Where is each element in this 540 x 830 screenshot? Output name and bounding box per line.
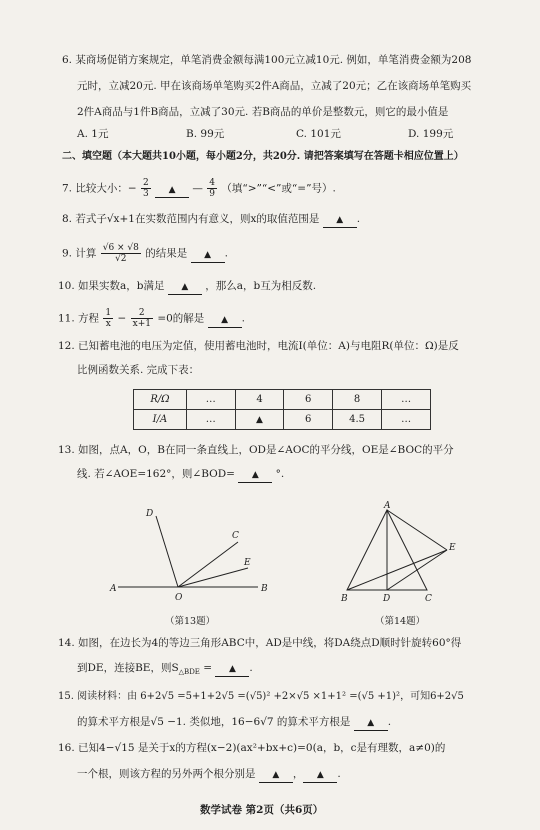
q13-line2 (77, 467, 284, 483)
q11-prefix: 11. 方程 (58, 312, 100, 325)
answer-mark: ▲ (221, 314, 229, 325)
label-a: A (110, 584, 117, 594)
q7-f2-num: 4 (209, 178, 215, 188)
label-c: C (425, 594, 432, 604)
q11-fraction-2 (131, 308, 153, 329)
table-cell: … (382, 390, 431, 410)
segment-ae (387, 510, 447, 550)
q7-fraction-1 (141, 178, 151, 199)
q15-line2-text: 的算术平方根是√5 −1. 类似地，16−6√7 的算术平方根是 (77, 716, 351, 728)
section-2-header: 二、填空题（本大题共10小题，每小题2分，共20分. 请把答案填写在答题卡相应位置上） (62, 151, 464, 162)
q14-answer-blank (215, 661, 249, 677)
label-e: E (244, 558, 251, 568)
q6-option-d: D. 199元 (408, 128, 454, 140)
q16-line1: 16. 已知4−√15 是关于x的方程(x−2)(ax²+bx+c)=0(a，b，c是有理数，a≠0)的 (58, 742, 446, 754)
q15-line2: 的算术平方根是√5 −1. 类似地，16−6√7 的算术平方根是 ▲ . (77, 715, 391, 731)
label-d: D (383, 594, 391, 604)
table-cell: I/A (134, 410, 187, 430)
q7-f1-den: 3 (143, 189, 149, 199)
q9-answer-blank (191, 247, 225, 263)
ray-od (156, 516, 178, 587)
label-b: B (261, 584, 268, 594)
q9-fraction (101, 243, 141, 264)
answer-mark: ▲ (251, 470, 259, 480)
answer-mark: ▲ (204, 249, 212, 260)
q10-suffix: ，那么a，b互为相反数. (205, 280, 317, 292)
q7-fraction-2 (207, 178, 217, 199)
ray-oe (178, 568, 248, 587)
table-cell: 6 (284, 390, 333, 410)
q9-suffix: 的结果是 (145, 247, 188, 260)
label-d: D (146, 509, 154, 519)
table-cell: 4 (235, 390, 284, 410)
answer-mark: ▲ (367, 718, 375, 728)
table-cell: 6 (284, 410, 333, 430)
q8: 8. 若式子√x+1在实数范围内有意义，则x的取值范围是 ▲ . (62, 212, 360, 228)
segment-be (347, 550, 447, 590)
q15-line1: 15. 阅读材料：由 6+2√5 =5+1+2√5 =(√5)² +2×√5 ×1+1² =(√5 +1)²，可知6+2√5 (58, 691, 464, 702)
q12-line2: 比例函数关系. 完成下表： (77, 364, 200, 376)
table-cell: … (382, 410, 431, 430)
q16-answer-blank-1 (259, 767, 293, 783)
q11-answer-blank (208, 312, 242, 328)
table-row (134, 390, 431, 410)
q7-f1-num: 2 (143, 178, 149, 188)
q9: 9. 计算 $\frac{√6 \times √8}{√2}$ 的结果是 ▲ . (62, 243, 228, 264)
label-e: E (449, 543, 456, 553)
table-cell: 8 (332, 390, 381, 410)
label-c: C (232, 531, 239, 541)
q13-degree: °. (275, 468, 285, 480)
q13-line1: 13. 如图，点A，O，B在同一条直线上，OD是∠AOC的平分线，OE是∠BOC的平分 (58, 444, 454, 456)
q9-num: √6 × √8 (102, 243, 139, 253)
table-cell: 4.5 (332, 410, 381, 430)
answer-mark: ▲ (181, 282, 189, 292)
figure-13 (108, 502, 278, 602)
label-a: A (384, 501, 391, 511)
q14-equals: = (203, 662, 213, 674)
label-o: O (175, 593, 183, 602)
q9-prefix: 9. 计算 (62, 247, 97, 260)
q11-suffix: =0的解是 (157, 312, 205, 325)
q16-answer-blank-2 (303, 767, 337, 783)
q8-text: 8. 若式子√x+1在实数范围内有意义，则x的取值范围是 (62, 213, 320, 225)
q10-prefix: 10. 如果实数a，b满足 (58, 280, 165, 292)
q10 (58, 279, 316, 295)
q7-minus: — (192, 182, 203, 195)
q15-answer-blank (354, 715, 388, 731)
figure-14-caption: （第14题） (375, 616, 426, 627)
q11-f1-den: x (105, 319, 111, 329)
figure-13-caption: （第13题） (165, 616, 216, 627)
answer-mark: ▲ (272, 770, 280, 780)
page-footer: 数学试卷 第2页（共6页） (200, 804, 324, 816)
table-cell: R/Ω (134, 390, 187, 410)
q7-answer-blank (155, 182, 189, 198)
q14-line2-text: 到DE，连接BE，则S (77, 662, 179, 674)
q8-answer-blank (323, 212, 357, 228)
table-cell: … (186, 390, 235, 410)
q7 (62, 178, 336, 199)
q10-answer-blank (168, 279, 202, 295)
q6-line1: 6. 某商场促销方案规定，单笔消费金额每满100元立减10元. 例如，单笔消费金额为208 (62, 54, 472, 66)
label-b: B (341, 594, 348, 604)
answer-mark: ▲ (228, 664, 236, 674)
ray-oc (178, 542, 238, 587)
table-cell-answer: ▲ (235, 410, 284, 430)
q12-table (133, 389, 431, 430)
q6-option-c: C. 101元 (296, 128, 341, 140)
q14-subscript: △BDE (178, 668, 200, 677)
figure-14 (335, 500, 465, 605)
q16-line2-text: 一个根，则该方程的另外两个根分别是 (77, 768, 256, 780)
q7-f2-den: 9 (209, 189, 215, 199)
answer-mark: ▲ (316, 770, 324, 780)
answer-mark: ▲ (168, 184, 176, 195)
q11-minus: − (117, 312, 127, 325)
q6-line2: 元时，立减20元. 甲在该商场单笔购买2件A商品，立减了20元；乙在该商场单笔购买 (77, 80, 472, 92)
q7-prefix: 7. 比较大小：− (62, 182, 137, 195)
q9-den: √2 (115, 254, 127, 264)
q11-f1-num: 1 (105, 308, 112, 318)
q13-answer-blank (238, 467, 272, 483)
q11-f2-num: 2 (131, 308, 153, 319)
table-row (134, 410, 431, 430)
q16-line2: 一个根，则该方程的另外两个根分别是 ▲ ， ▲ . (77, 767, 341, 783)
answer-mark: ▲ (336, 215, 344, 225)
q11-fraction-1 (103, 308, 113, 329)
table-cell: … (186, 410, 235, 430)
q12-line1: 12. 已知蓄电池的电压为定值，使用蓄电池时，电流I(单位：A)与电阻R(单位：Ω)是反 (58, 340, 459, 352)
q11: 11. 方程 $\frac{1}{x}$ − $\frac{2}{x+1}$ =0的解是 ▲ . (58, 308, 245, 329)
q11-f2-den: x+1 (132, 319, 151, 329)
q6-option-b: B. 99元 (186, 128, 225, 140)
q7-suffix: （填“>”“<”或“=”号）. (221, 182, 336, 195)
q14-line1: 14. 如图，在边长为4的等边三角形ABC中，AD是中线，将DA绕点D顺时针旋转60°得 (58, 637, 462, 649)
q14-line2: 到DE，连接BE，则$S_{\triangle BDE}$ = ▲ . (77, 662, 253, 677)
q6-option-a: A. 1元 (77, 128, 109, 140)
q13-line2-text: 线. 若∠AOE=162°，则∠BOD= (77, 468, 235, 480)
q6-line3: 2件A商品与1件B商品，立减了30元. 若B商品的单价是整数元，则它的最小值是 (77, 106, 449, 118)
